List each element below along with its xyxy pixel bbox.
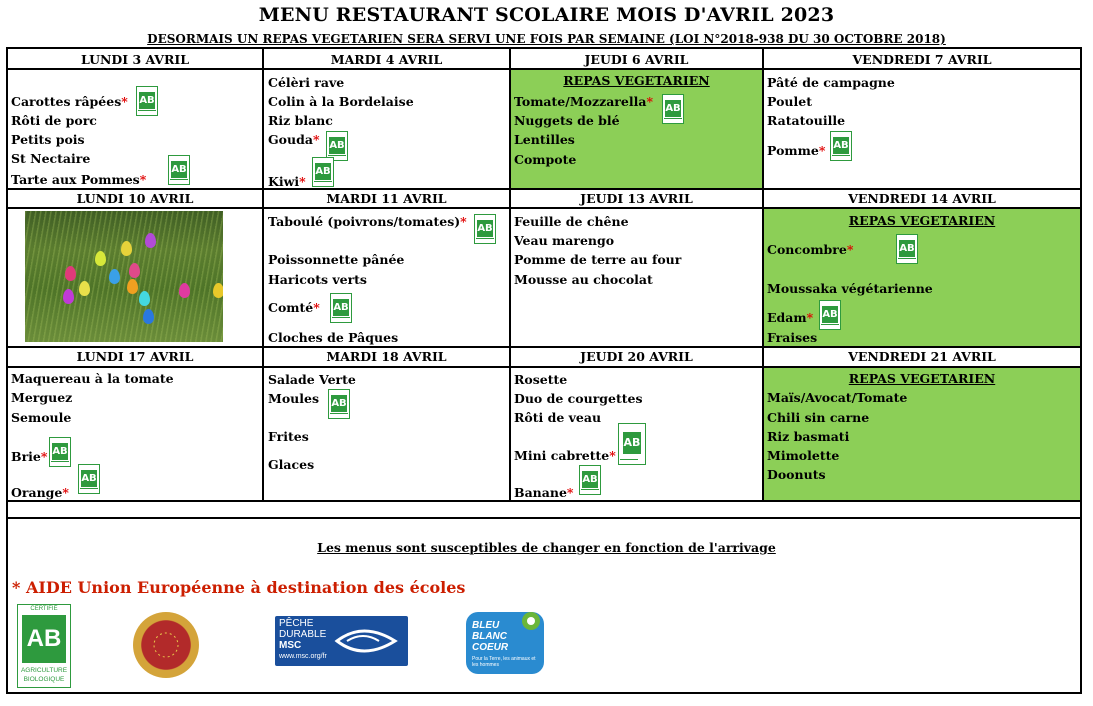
- menu-item: Semoule: [11, 410, 72, 425]
- bleu-blanc-coeur-logo: [466, 612, 544, 674]
- menu-item: Petits pois: [11, 132, 85, 147]
- menu-item: Tomate/Mozzarella*: [514, 94, 653, 109]
- day-header-tue-11: MARDI 11 AVRIL: [326, 191, 447, 206]
- organic-ab-icon: AB: [312, 157, 334, 187]
- page-title: MENU RESTAURANT SCOLAIRE MOIS D'AVRIL 2023: [258, 4, 835, 26]
- menu-item: Lentilles: [514, 132, 575, 147]
- menu-item: Kiwi*: [268, 174, 306, 189]
- aop-logo-stars: [133, 612, 199, 678]
- eu-aid-note: * AIDE Union Européenne à destination des écoles: [12, 578, 466, 597]
- organic-ab-icon: AB: [474, 214, 496, 244]
- menu-item: Riz basmati: [767, 429, 850, 444]
- menu-item: Tarte aux Pommes*: [11, 172, 147, 187]
- menu-item: Riz blanc: [268, 113, 333, 128]
- menu-item: Mimolette: [767, 448, 840, 463]
- menu-item: Pâté de campagne: [767, 75, 895, 90]
- menu-item: Rôti de veau: [514, 410, 602, 425]
- menu-item: Rosette: [514, 372, 568, 387]
- menu-item: Feuille de chêne: [514, 214, 629, 229]
- menu-item: Frites: [268, 429, 309, 444]
- day-header-thu-20: JEUDI 20 AVRIL: [580, 349, 693, 364]
- msc-logo: [275, 616, 408, 666]
- ab-logo-line2: BIOLOGIQUE: [23, 676, 65, 683]
- menu-item: Merguez: [11, 390, 73, 405]
- menu-item: Mini cabrette*: [514, 448, 616, 463]
- day-header-thu-6: JEUDI 6 AVRIL: [584, 52, 689, 67]
- menu-item: Mousse au chocolat: [514, 272, 653, 287]
- organic-ab-icon: AB: [618, 423, 646, 465]
- organic-ab-icon: AB: [136, 86, 158, 116]
- bbc-leaf-icon: [520, 610, 542, 632]
- bbc-line3: COEUR: [472, 642, 509, 653]
- menu-item: Maquereau à la tomate: [11, 371, 174, 386]
- aop-logo: [133, 612, 199, 678]
- column-divider: [262, 49, 264, 501]
- menu-item: Glaces: [268, 457, 315, 472]
- organic-ab-icon: AB: [328, 389, 350, 419]
- menu-item: Pomme*: [767, 143, 826, 158]
- bbc-line2: BLANC: [472, 631, 507, 642]
- menu-item: Chili sin carne: [767, 410, 870, 425]
- organic-ab-icon: AB: [819, 300, 841, 330]
- vegetarian-banner: REPAS VEGETARIEN: [848, 213, 996, 228]
- menu-item: Haricots verts: [268, 272, 367, 287]
- organic-ab-icon: AB: [168, 155, 190, 185]
- vegetarian-banner: REPAS VEGETARIEN: [848, 371, 996, 386]
- vegetarian-cell: [764, 209, 1080, 346]
- menu-item: Fraises: [767, 330, 818, 345]
- organic-ab-icon: AB: [49, 437, 71, 467]
- menu-item: Gouda*: [268, 132, 320, 147]
- menu-item: Ratatouille: [767, 113, 846, 128]
- menu-item: Poulet: [767, 94, 812, 109]
- menu-item: Rôti de porc: [11, 113, 97, 128]
- ab-logo-mark: AB: [22, 615, 66, 663]
- organic-ab-icon: AB: [326, 131, 348, 161]
- day-header-mon-3: LUNDI 3 AVRIL: [80, 52, 190, 67]
- menu-item: Orange*: [11, 485, 69, 500]
- menu-item: Taboulé (poivrons/tomates)*: [268, 214, 467, 229]
- menu-item: Concombre*: [767, 242, 854, 257]
- menu-item: Brie*: [11, 449, 48, 464]
- menu-item: Colin à la Bordelaise: [268, 94, 414, 109]
- organic-ab-icon: AB: [78, 464, 100, 494]
- row-divider: [6, 517, 1082, 519]
- easter-eggs-image: [25, 211, 223, 342]
- ab-logo: [17, 604, 71, 688]
- menu-item: Moules: [268, 391, 320, 406]
- day-header-fri-14: VENDREDI 14 AVRIL: [848, 191, 996, 206]
- msc-line2: DURABLE: [279, 629, 327, 640]
- msc-line3: MSC: [279, 640, 302, 651]
- menu-item: St Nectaire: [11, 151, 91, 166]
- menu-item: Banane*: [514, 485, 574, 500]
- day-header-fri-7: VENDREDI 7 AVRIL: [852, 52, 992, 67]
- page-subtitle: DESORMAIS UN REPAS VEGETARIEN SERA SERVI UNE FOIS PAR SEMAINE (LOI N°2018-938 DU 30 OCTOBRE 2018): [147, 32, 946, 46]
- day-header-fri-21: VENDREDI 21 AVRIL: [848, 349, 996, 364]
- menu-item: Doonuts: [767, 467, 826, 482]
- day-header-mon-17: LUNDI 17 AVRIL: [76, 349, 194, 364]
- menu-item: Pomme de terre au four: [514, 252, 682, 267]
- bbc-tagline: Pour la Terre, les animaux et les hommes: [472, 656, 536, 668]
- ab-logo-line1: AGRICULTURE: [20, 667, 68, 674]
- organic-ab-icon: AB: [830, 131, 852, 161]
- msc-url: www.msc.org/fr: [279, 653, 327, 660]
- day-header-mon-10: LUNDI 10 AVRIL: [76, 191, 194, 206]
- bbc-line1: BLEU: [472, 620, 500, 631]
- day-header-thu-13: JEUDI 13 AVRIL: [580, 191, 693, 206]
- menu-item: Edam*: [767, 310, 814, 325]
- menu-item: Moussaka végétarienne: [767, 281, 933, 296]
- menu-item: Duo de courgettes: [514, 391, 643, 406]
- msc-fish-icon: [333, 619, 403, 663]
- menu-item: Maïs/Avocat/Tomate: [767, 390, 908, 405]
- menu-item: Nuggets de blé: [514, 113, 620, 128]
- menu-item: Compote: [514, 152, 577, 167]
- organic-ab-icon: AB: [579, 465, 601, 495]
- row-divider: [6, 500, 1082, 502]
- menu-item: Célèri rave: [268, 75, 345, 90]
- organic-ab-icon: AB: [896, 234, 918, 264]
- organic-ab-icon: AB: [330, 293, 352, 323]
- msc-line1: PÊCHE: [279, 618, 314, 629]
- menu-item: Veau marengo: [514, 233, 615, 248]
- menu-item: Poissonnette pânée: [268, 252, 405, 267]
- day-header-tue-4: MARDI 4 AVRIL: [330, 52, 443, 67]
- menu-item: Cloches de Pâques: [268, 330, 399, 345]
- day-header-tue-18: MARDI 18 AVRIL: [326, 349, 447, 364]
- vegetarian-banner: REPAS VEGETARIEN: [563, 73, 710, 88]
- footer-note: Les menus sont susceptibles de changer en fonction de l'arrivage: [317, 540, 776, 555]
- menu-item: Carottes râpées*: [11, 94, 128, 109]
- ab-logo-top: CERTIFIÉ: [30, 606, 58, 612]
- menu-item: Comté*: [268, 300, 320, 315]
- menu-item: Salade Verte: [268, 372, 356, 387]
- organic-ab-icon: AB: [662, 94, 684, 124]
